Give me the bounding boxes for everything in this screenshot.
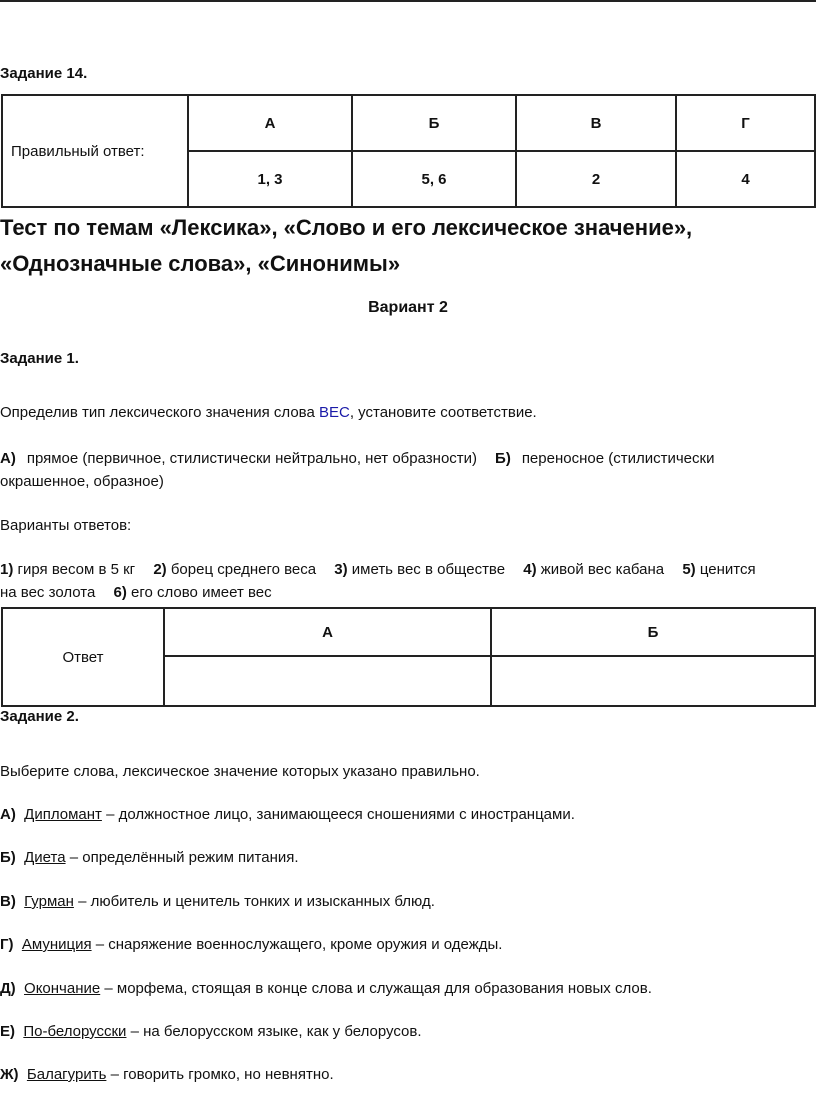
task2-title: Задание 2.: [0, 708, 79, 725]
option-b-text-line2: окрашенное, образное): [0, 473, 164, 490]
variant-item-4: [523, 561, 664, 578]
variant-item-6: [113, 584, 271, 601]
item-label: Г): [0, 936, 14, 953]
variant-5-continued: на вес золота: [0, 584, 96, 601]
item-word: Амуниция: [21, 936, 92, 953]
task2-item-d: [0, 979, 652, 999]
variant-num: 3): [334, 561, 348, 578]
variants-label: Варианты ответов:: [0, 517, 132, 534]
variant-num: 2): [153, 561, 167, 578]
variant-num: 4): [523, 561, 537, 578]
task14-answer-table: [1, 94, 816, 208]
task14-answer-b: 5, 6: [352, 151, 516, 207]
task1-answer-table: [1, 607, 816, 707]
item-definition: – должностное лицо, занимающееся сношениями с иностранцами.: [106, 806, 575, 823]
test-title-line1: Тест по темам «Лексика», «Слово и его лексическое значение»,: [0, 215, 693, 240]
variant-text: борец среднего веса: [170, 561, 317, 578]
task2-item-v: [0, 892, 435, 912]
task2-item-zh: [0, 1065, 334, 1085]
option-a-label: А): [0, 450, 16, 467]
item-word: Балагурить: [26, 1066, 107, 1083]
item-definition: – снаряжение военнослужащего, кроме оружия и одежды.: [95, 936, 503, 953]
task1-instruction: [0, 403, 537, 423]
task14-answer-label: Правильный ответ:: [2, 95, 188, 207]
item-label: Е): [0, 1023, 15, 1040]
task14-answer-g: 4: [676, 151, 815, 207]
variant-text: гиря весом в 5 кг: [17, 561, 136, 578]
item-label: Б): [0, 849, 16, 866]
option-a-text: прямое (первичное, стилистически нейтрально, нет образности): [26, 450, 478, 467]
option-b-label: Б): [495, 450, 511, 467]
task14-answer-v: 2: [516, 151, 676, 207]
top-border-line: [0, 0, 816, 2]
task1-answer-cell-b[interactable]: [491, 656, 815, 706]
task1-col-a: А: [164, 608, 491, 656]
task14-title: Задание 14.: [0, 65, 88, 82]
task2-item-b: [0, 848, 299, 868]
item-definition: – любитель и ценитель тонких и изысканных блюд.: [78, 893, 435, 910]
item-label: А): [0, 806, 16, 823]
option-b-text-line1: переносное (стилистически: [521, 450, 715, 467]
item-label: В): [0, 893, 16, 910]
variant-item-1: [0, 561, 135, 578]
task2-item-g: [0, 935, 502, 955]
item-label: Д): [0, 980, 16, 997]
item-definition: – говорить громко, но невнятно.: [110, 1066, 334, 1083]
task1-title: Задание 1.: [0, 350, 79, 367]
item-label: Ж): [0, 1066, 19, 1083]
item-definition: – морфема, стоящая в конце слова и служащая для образования новых слов.: [104, 980, 652, 997]
item-definition: – определённый режим питания.: [69, 849, 299, 866]
test-title-line2: «Однозначные слова», «Синонимы»: [0, 251, 401, 276]
task14-col-g: Г: [676, 95, 815, 151]
task1-instruction-end: , установите соответствие.: [349, 404, 537, 421]
variant-num: 6): [113, 584, 127, 601]
task1-answer-cell-a[interactable]: [164, 656, 491, 706]
item-word: Диета: [24, 849, 66, 866]
item-word: По-белорусски: [23, 1023, 127, 1040]
task1-col-b: Б: [491, 608, 815, 656]
item-word: Окончание: [24, 980, 101, 997]
variant-text: живой вес кабана: [540, 561, 665, 578]
variant-title: Вариант 2: [368, 299, 448, 316]
item-word: Гурман: [24, 893, 74, 910]
task14-col-v: В: [516, 95, 676, 151]
task14-answer-a: 1, 3: [188, 151, 352, 207]
task2-item-e: [0, 1022, 422, 1042]
variant-text: ценится: [699, 561, 756, 578]
task14-col-b: Б: [352, 95, 516, 151]
test-title: [0, 210, 692, 282]
task1-instruction-text: Определив тип лексического значения слова: [0, 404, 319, 421]
variant-text: его слово имеет вес: [131, 584, 272, 601]
variant-num: 1): [0, 561, 14, 578]
task1-answer-label: Ответ: [2, 608, 164, 706]
task1-keyword: ВЕС: [319, 404, 350, 421]
variant-item-2: [153, 561, 316, 578]
item-word: Дипломант: [24, 806, 102, 823]
variant-item-5: [682, 561, 755, 578]
variant-num: 5): [682, 561, 696, 578]
task2-instruction: Выберите слова, лексическое значение которых указано правильно.: [0, 763, 480, 780]
variants-list: [0, 558, 816, 604]
variant-text: иметь вес в обществе: [351, 561, 506, 578]
variant-item-3: [334, 561, 505, 578]
task14-col-a: А: [188, 95, 352, 151]
task2-item-a: [0, 805, 575, 825]
item-definition: – на белорусском языке, как у белорусов.: [130, 1023, 422, 1040]
task1-options: [0, 447, 816, 493]
